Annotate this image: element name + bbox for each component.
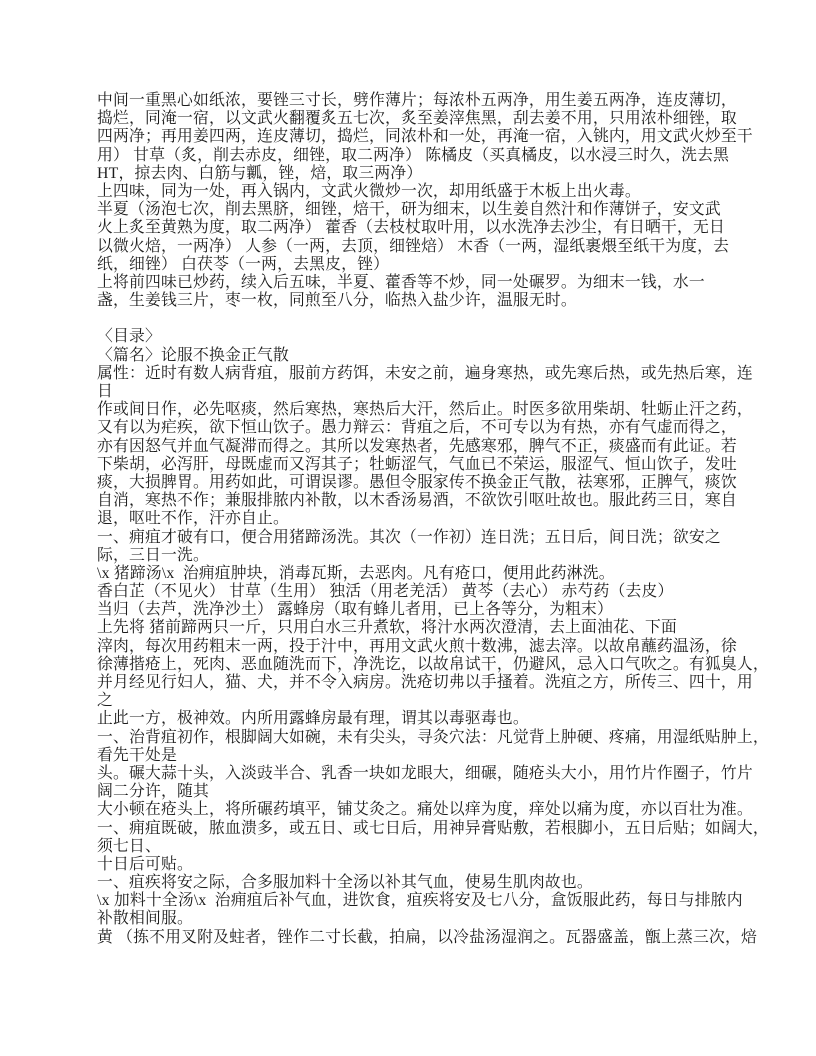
text-line: 盏，生姜钱三片，枣一枚，同煎至八分，临热入盐少许，温服无时。: [97, 292, 577, 310]
text-line: 当归（去芦，洗净沙土） 露蜂房（取有蜂儿者用，已上各等分，为粗末）: [97, 601, 614, 619]
text-line: 一、疽疾将安之际，合多服加料十全汤以补其气血，使易生肌肉故也。: [97, 874, 593, 892]
text-line: 止此一方，极神效。内所用露蜂房最有理，谓其以毒驱毒也。: [97, 710, 529, 728]
text-line: 须七日、: [97, 837, 161, 855]
text-line: 并月经见行妇人，猫、犬，并不令入病房。洗疮切弗以手搔着。洗疽之方，所传三、四十，用: [97, 674, 753, 691]
text-line: 黄 （拣不用叉附及蛀者，锉作二寸长截，拍扁，以冷盐汤湿润之。瓦器盛盖，甑上蒸三次，焙: [97, 928, 758, 946]
text-line: 〈篇名〉论服不换金正气散: [97, 346, 289, 364]
text-line: 中间一重黑心如纸浓，要锉三寸长，劈作薄片；每浓朴五两净，用生姜五两净，连皮薄切，: [97, 92, 737, 109]
text-line: 上将前四味已炒药，续入后五味，半夏、藿香等不炒，同一处碾罗。为细末一钱，水一: [97, 273, 705, 291]
text-line: 一、治背疽初作，根脚阔大如碗，未有尖头，寻灸穴法：凡觉背上肿硬、疼痛，用湿纸贴肿上，: [97, 728, 769, 746]
text-line: 十日后可贴。: [97, 855, 193, 873]
text-line: 〈目录〉: [97, 328, 161, 346]
text-line: 下柴胡，必泻肝，母既虚而又泻其子；牡蛎涩气，气血已不荣运，服涩气、恒山饮子，发吐: [97, 455, 737, 473]
text-line: 香白芷（不见火） 甘草（生用） 独活（用老羌活） 黄芩（去心） 赤芍药（去皮）: [97, 583, 674, 601]
text-line: 用） 甘草（炙，削去赤皮，细锉，取二两净） 陈橘皮（买真橘皮，以水浸三时久，洗去黑: [97, 146, 730, 164]
document-text: [97, 92, 776, 947]
text-line: 捣烂，同淹一宿，以文武火翻覆炙五七次，炙至姜滓焦黑，刮去姜不用，只用浓朴细锉，取: [97, 110, 737, 128]
text-line: 上四味，同为一处，再入锅内，文武火微炒一次，却用纸盛于木板上出火毒。: [97, 182, 641, 200]
text-line: 徐薄揩疮上，死肉、恶血随洗而下，净洗讫，以故帛试干，仍避风，忌入口气吹之。有狐臭人，: [97, 655, 769, 673]
text-line: 阔二分许，随其: [97, 783, 209, 801]
text-line: 看先干处是: [97, 746, 177, 764]
text-line: 属性：近时有数人病背疽，服前方药饵，未安之前，遍身寒热，或先寒后热，或先热后寒，连: [97, 364, 753, 382]
text-line: [97, 310, 776, 328]
text-line: 四两净；再用姜四两，连皮薄切，捣烂，同浓朴和一处，再淹一宿，入铫内，用文武火炒至干: [97, 128, 753, 146]
text-line: 作或间日作，必先呕痰，然后寒热，寒热后大汗，然后止。时医多欲用柴胡、牡蛎止汗之药，: [97, 401, 753, 419]
text-line: 大小顿在疮头上，将所碾药填平，铺艾灸之。痛处以痒为度，痒处以痛为度，亦以百壮为准。: [97, 801, 753, 819]
text-line: 半夏（汤泡七次，削去黑脐，细锉，焙干，研为细末，以生姜自然汁和作薄饼子，安文武: [97, 201, 721, 219]
text-line: 自消，寒热不作；兼服排脓内补散，以木香汤易酒，不欲饮引呕吐故也。服此药三日，寒自: [97, 492, 737, 510]
text-line: 以微火焙，一两净） 人参（一两，去顶，细锉焙） 木香（一两，湿纸裹煨至纸干为度，去: [97, 237, 730, 255]
text-line: 亦有因怒气并血气凝滞而得之。其所以发寒热者，先感寒邪，脾气不正，痰盛而有此证。若: [97, 437, 737, 455]
text-line: 痰，大损脾胃。用药如此，可谓误谬。愚但令服家传不换金正气散，祛寒邪，正脾气，痰饮: [97, 473, 737, 491]
text-line: 际，三日一洗。: [97, 546, 209, 564]
text-line: 上先将 猪前蹄两只一斤，只用白水三升煮软，将汁水两次澄清，去上面油花、下面: [97, 619, 678, 637]
text-line: 之: [97, 692, 113, 710]
text-line: \x 猪蹄汤\x 治痈疽肿块，消毒瓦斯，去恶肉。凡有疮口，便用此药淋洗。: [97, 564, 615, 582]
text-line: 补散相间服。: [97, 910, 193, 928]
text-line: 一、痈疽既破，脓血溃多，或五日、或七日后，用神异膏贴敷，若根脚小，五日后贴；如阔大，: [97, 819, 769, 837]
text-line: \x 加料十全汤\x 治痈疽后补气血，进饮食，疽疾将安及七八分，盒饭服此药，每日与排脓内: [97, 892, 743, 910]
text-line: HT，掠去肉、白筋与瓤，锉，焙，取三两净）: [97, 164, 423, 182]
text-line: 头。碾大蒜十头，入淡豉半合、乳香一块如龙眼大，细碾，随疮头大小，用竹片作圈子，竹片: [97, 764, 753, 782]
text-line: 退，呕吐不作，汗亦自止。: [97, 510, 289, 528]
text-line: 纸，细锉） 白茯苓（一两，去黑皮，锉）: [97, 255, 390, 273]
text-line: 一、痈疽才破有口，便合用猪蹄汤洗。其次（一作初）连日洗；五日后，间日洗；欲安之: [97, 528, 721, 546]
text-line: 滓肉，每次用药粗末一两，投于汁中，再用文武火煎十数沸，滤去滓。以故帛蘸药温汤，徐: [97, 637, 737, 655]
text-line: 火上炙至黄熟为度，取二两净） 藿香（去枝杖取叶用，以水洗净去沙尘，有日晒干，无日: [97, 219, 726, 237]
text-line: 又有以为疟疾，欲下恒山饮子。愚力辩云：背疽之后，不可专以为有热，亦有气虚而得之，: [97, 419, 737, 437]
text-line: 日: [97, 383, 113, 400]
